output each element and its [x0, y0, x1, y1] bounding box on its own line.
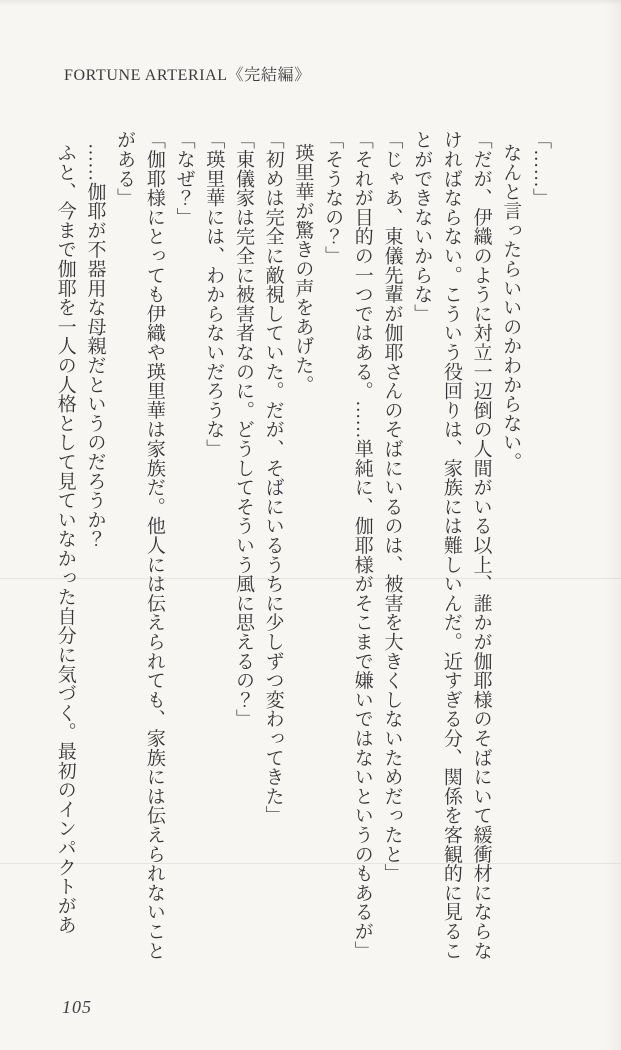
paragraph-1: 「……」 — [530, 130, 551, 208]
scan-edge-shading-top — [0, 0, 621, 6]
paragraph-8: 「初めは完全に敵視していた。だが、そばにいるうちに少しずつ変わってきた」 — [262, 130, 284, 825]
paragraph-2: なんと言ったらいいのかわからない。 — [500, 143, 522, 472]
novel-text-block — [50, 130, 555, 970]
paragraph-13: ……伽耶が不器用な母親だというのだろうか？ — [84, 143, 106, 549]
paragraph-9: 「東儀家は完全に被害者なのに。どうしてそういう風に思えるの？」 — [232, 130, 254, 729]
running-header: FORTUNE ARTERIAL《完結編》 — [64, 67, 311, 84]
page-number: 105 — [62, 997, 92, 1017]
paragraph-11: 「なぜ？」 — [173, 130, 195, 227]
paragraph-3: 「だが、伊織のように対立一辺倒の人間がいる以上、誰かが伽耶様のそばにいて緩衝材にならなければならない。こういう役回りは、家族には難しいんだ。近すぎる分、関係を客観的に見ることができないからな」 — [411, 130, 492, 960]
paragraph-7: 瑛里華が驚きの声をあげた。 — [292, 143, 314, 394]
paragraph-4: 「じゃあ、東儀先輩が伽耶さんのそばにいるのは、被害を大きくしないためだったと」 — [381, 130, 403, 883]
paragraph-14: ふと、今まで伽耶を一人の人格として見ていなかった自分に気づく。最初のインパクトがあ — [54, 143, 76, 935]
scan-edge-shading-right — [605, 0, 621, 1050]
paragraph-12: 「伽耶様にとっても伊織や瑛里華は家族だ。他人には伝えられても、家族には伝えられないことがある」 — [114, 130, 165, 960]
paragraph-10: 「瑛里華には、わからないだろうな」 — [203, 130, 225, 459]
paragraph-6: 「そうなの？」 — [322, 130, 344, 266]
paragraph-5: 「それが目的の一つではある。……単純に、伽耶様がそこまで嫌いではないというのもあるが」 — [351, 130, 373, 960]
